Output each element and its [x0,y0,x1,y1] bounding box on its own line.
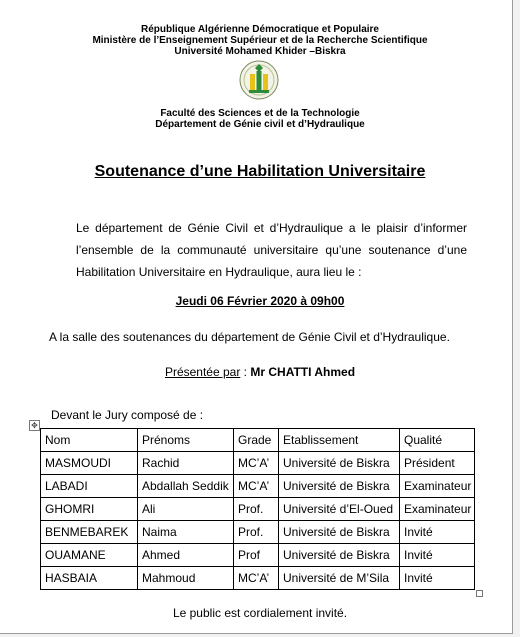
table-row [41,452,475,475]
candidate-name: Mr CHATTI Ahmed [250,365,356,379]
cell-grade: Prof [234,544,279,567]
cell-prenoms: Ahmed [138,544,234,567]
presented-by-separator: : [240,365,251,379]
cell-etablissement: Université d’El-Oued [279,498,400,521]
table-move-icon[interactable]: ✥ [29,420,40,431]
cell-etablissement: Université de Biskra [279,521,400,544]
cell-etablissement: Université de Biskra [279,544,400,567]
table-resize-handle[interactable] [476,590,483,597]
column-header-nom: Nom [41,429,138,452]
cell-nom: BENMEBAREK [41,521,138,544]
jury-table [40,428,475,590]
intro-line-3: Habilitation Universitaire en Hydraulique, aura lieu le : [76,265,362,279]
cell-qualite: Président [400,452,475,475]
university-header: Université Mohamed Khider –Biskra [174,46,346,57]
cell-qualite: Invité [400,521,475,544]
intro-line-2: l’ensemble de la communauté universitaire qu’une soutenance d’une [76,243,467,257]
cell-prenoms: Ali [138,498,234,521]
column-header-prenoms: Prénoms [138,429,234,452]
cell-prenoms: Rachid [138,452,234,475]
jury-intro: Devant le Jury composé de : [51,408,204,422]
cell-nom: LABADI [41,475,138,498]
cell-nom: HASBAIA [41,567,138,590]
cell-prenoms: Naima [138,521,234,544]
cell-prenoms: Mahmoud [138,567,234,590]
republic-header: République Algérienne Démocratique et Populaire [140,24,379,35]
cell-nom: MASMOUDI [41,452,138,475]
cell-etablissement: Université de Biskra [279,452,400,475]
table-row [41,498,475,521]
table-row [41,544,475,567]
intro-line-1: Le département de Génie Civil et d’Hydraulique a le plaisir d’informer [76,221,467,235]
cell-nom: OUAMANE [41,544,138,567]
cell-qualite: Invité [400,544,475,567]
cell-etablissement: Université de Biskra [279,475,400,498]
table-header-row [41,429,475,452]
ministry-header: Ministère de l’Enseignement Supérieur et de la Recherche Scientifique [92,35,428,46]
column-header-grade: Grade [234,429,279,452]
cell-grade: MC’A’ [234,475,279,498]
cell-grade: Prof. [234,521,279,544]
defense-location: A la salle des soutenances du département de Génie Civil et d’Hydraulique. [49,330,450,344]
intro-paragraph [50,217,467,283]
university-logo [239,58,279,102]
column-header-qualite: Qualité [400,429,475,452]
cell-qualite: Examinateur [400,498,475,521]
cell-grade: MC’A’ [234,567,279,590]
department-header: Département de Génie civil et d’Hydraulique [155,119,365,130]
cell-grade: MC’A’ [234,452,279,475]
table-row [41,521,475,544]
defense-date: Jeudi 06 Février 2020 à 09h00 [175,294,345,308]
closing-note: Le public est cordialement invité. [172,606,348,620]
cell-grade: Prof. [234,498,279,521]
cell-prenoms: Abdallah Seddik [138,475,234,498]
page-title: Soutenance d’une Habilitation Universitaire [94,163,426,180]
table-row [41,475,475,498]
presented-by-label: Présentée par [164,365,241,379]
cell-etablissement: Université de M’Sila [279,567,400,590]
table-row [41,567,475,590]
faculty-header: Faculté des Sciences et de la Technologie [160,108,360,119]
cell-qualite: Invité [400,567,475,590]
cell-qualite: Examinateur [400,475,475,498]
column-header-etablissement: Etablissement [279,429,400,452]
cell-nom: GHOMRI [41,498,138,521]
presented-by [0,365,520,379]
